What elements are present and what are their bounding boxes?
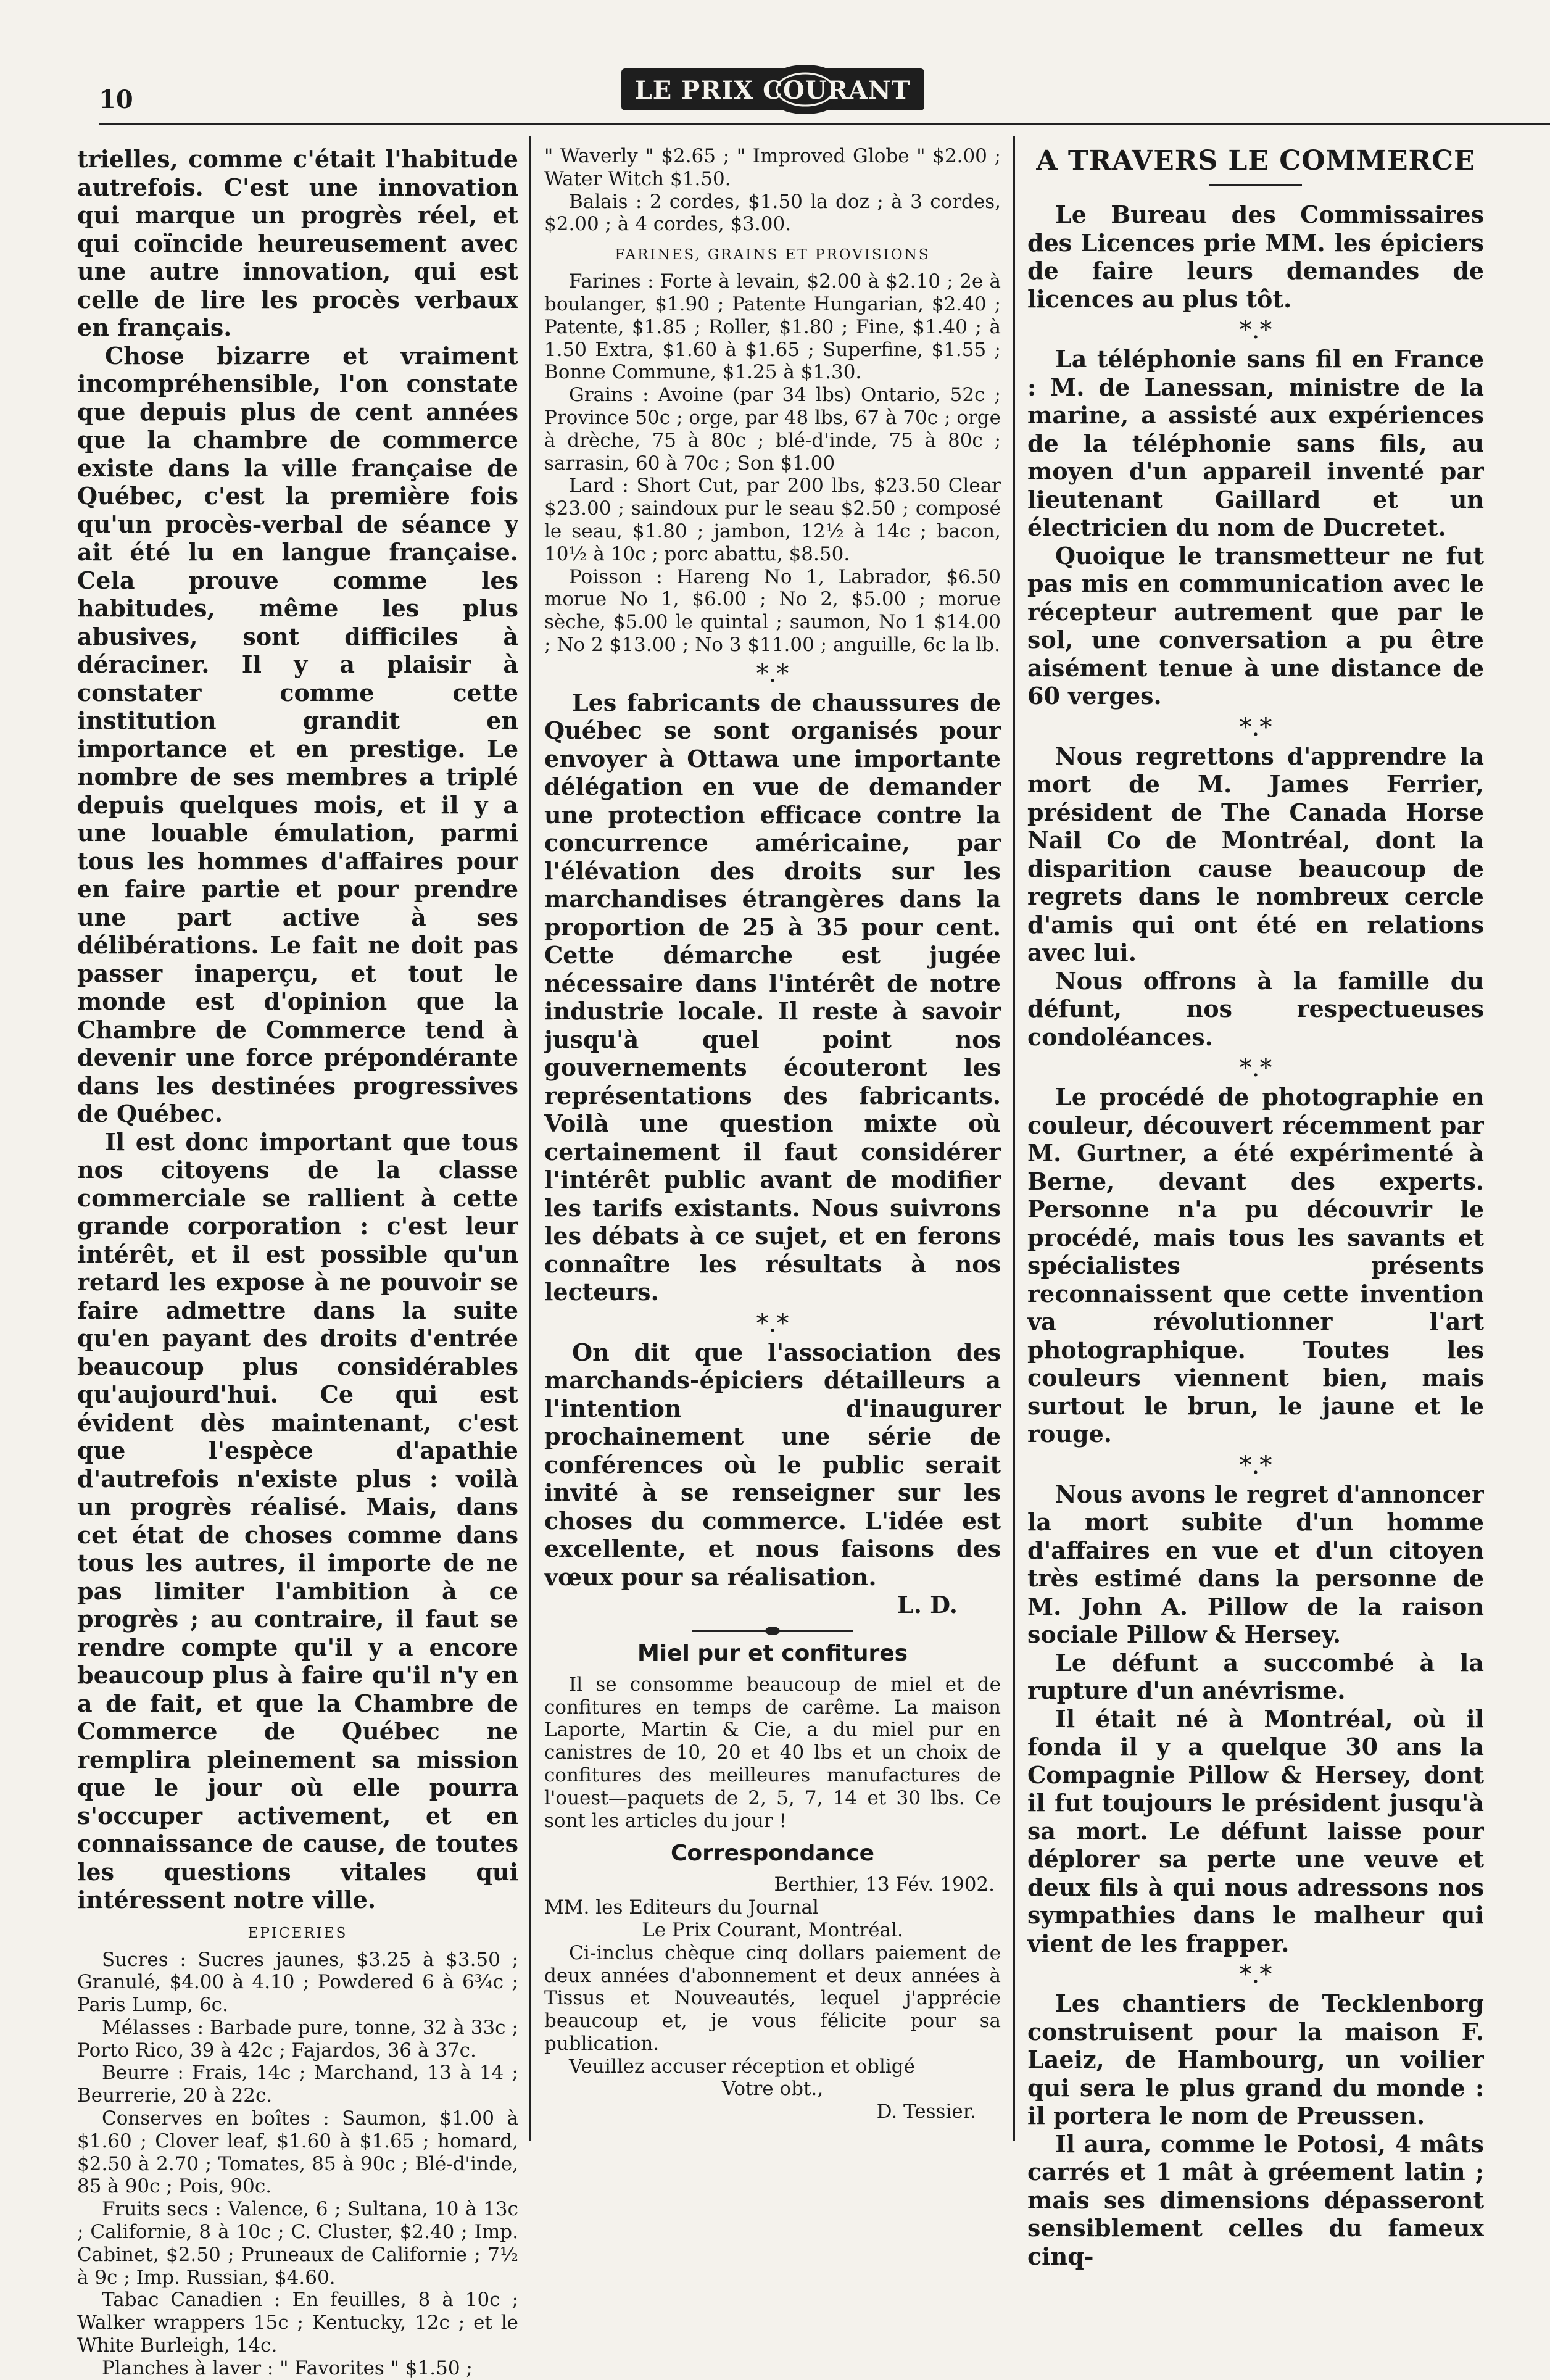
separator-stars: *.* xyxy=(1239,1054,1272,1082)
paragraph: Le défunt a succombé à la rupture d'un anévrisme. xyxy=(1027,1648,1484,1704)
paragraph: Il aura, comme le Potosi, 4 mâts carrés et 1 mât à gréement latin ; mais ses dimensions dépasseront sensiblement celles du fameux cinq- xyxy=(1027,2129,1484,2270)
heading-correspondance: Correspondance xyxy=(670,1841,875,1867)
price-entry: " Waverly " $2.65 ; " Improved Globe " $2.00 ; Water Witch $1.50. xyxy=(544,145,1001,190)
letter-closing: Votre obt., xyxy=(721,2078,824,2100)
price-entry: Fruits secs : Valence, 6 ; Sultana, 10 à 13c ; Californie, 8 à 10c ; C. Cluster, $2.40 ; Imp. Cabinet, $2.50 ; Pruneaux de Californie ; 7½ à 9c ; Imp. Russian, $4.60. xyxy=(77,2198,518,2289)
article-miel xyxy=(544,1673,1001,1833)
paragraph: Quoique le transmetteur ne fut pas mis en communication avec le récepteur autrement que par le sol, une conversation a pu être aisément tenue à une distance de 60 verges. xyxy=(1027,541,1484,710)
paragraph: Il était né à Montréal, où il fonda il y a quelque 30 ans la Compagnie Pillow & Hersey, dont il fut toujours le président jusqu'à sa mort. Le défunt laisse pour déplorer sa perte une veuve et deux fils à qui nous adressons nos sympathies dans le malheur qui vient de les frapper. xyxy=(1027,1704,1484,1957)
paragraph: Nous regrettons d'apprendre la mort de M. James Ferrier, président de The Canada Horse Nail Co de Montréal, dont la disparition cause beaucoup de regrets dans le nombreux cercle d'amis qui ont été en relations avec lui. xyxy=(1027,742,1484,966)
column-divider-2 xyxy=(1013,136,1015,2141)
price-entry: Balais : 2 cordes, $1.50 la doz ; à 3 cordes, $2.00 ; à 4 cordes, $3.00. xyxy=(544,190,1001,236)
price-entry: Beurre : Frais, 14c ; Marchand, 13 à 14 ; Beurrerie, 20 à 22c. xyxy=(77,2062,518,2107)
page-number: 10 xyxy=(99,85,133,114)
section-items xyxy=(1027,201,1484,2270)
paragraph: Le Bureau des Commissaires des Licences prie MM. les épiciers de faire leurs demandes de licences au plus tôt. xyxy=(1027,201,1484,313)
section-heading-epiceries: EPICERIES xyxy=(247,1925,348,1941)
column-divider-1 xyxy=(529,136,531,2141)
article-association xyxy=(544,1338,1001,1619)
header-rule xyxy=(99,123,1550,125)
section-title: A TRAVERS LE COMMERCE xyxy=(1036,145,1475,176)
heading-miel: Miel pur et confitures xyxy=(637,1640,908,1666)
letter-closing: Veuillez accuser réception et obligé xyxy=(569,2055,915,2078)
paragraph: Le procédé de photographie en couleur, découvert récemment par M. Gurtner, a été expérimenté à Berne, devant des experts. Personne n'a pu découvrir le procédé, mais tous les savants et spécialistes présents reconnaissent que cette invention va révolutionner l'art photographique. Toutes les couleurs viennent bien, mais surtout le brun, le jaune et le rouge. xyxy=(1027,1083,1484,1448)
letter-correspondance xyxy=(544,1873,1001,2123)
price-entry: Lard : Short Cut, par 200 lbs, $23.50 Clear $23.00 ; saindoux pur le seau $2.50 ; composé le seau, $1.80 ; jambon, 12½ à 14c ; bacon, 10½ à 10c ; porc abattu, $8.50. xyxy=(544,475,1001,565)
separator-stars: *.* xyxy=(1239,713,1272,742)
title-rule xyxy=(1209,184,1302,186)
letter-body: Ci-inclus chèque cinq dollars paiement de deux années d'abonnement et deux années à Tissus et Nouveautés, lequel j'apprécie beaucoup et, je vous félicite pour sa publication. xyxy=(544,1941,1001,2055)
paragraph: On dit que l'association des marchands-épiciers détailleurs a l'intention d'inaugurer prochainement une série de conférences où le public serait invité à se renseigner sur les choses du commerce. L'idée est excellente, et nous faisons des vœux pour sa réalisation. xyxy=(544,1338,1001,1591)
price-list-epiceries xyxy=(77,1949,518,2380)
masthead-logo xyxy=(620,65,926,114)
paragraph: trielles, comme c'était l'habitude autrefois. C'est une innovation qui marque un progrès réel, et qui coïncide heureusement avec une autre innovation, qui est celle de lire les procès verbaux en français. xyxy=(77,145,518,341)
price-list-continued xyxy=(544,145,1001,236)
column-middle xyxy=(544,145,1001,2123)
article-chaussures xyxy=(544,689,1001,1306)
column-left xyxy=(77,145,518,2380)
separator-stars: *.* xyxy=(1239,316,1272,344)
column-right xyxy=(1027,145,1484,2270)
separator-stars: *.* xyxy=(1239,1451,1272,1480)
paragraph: Il est donc important que tous nos citoyens de la classe commerciale se rallient à cette grande corporation : c'est leur intérêt, et il est possible qu'un retard les expose à ne pouvoir se faire admettre dans la suite qu'en payant des droits d'entrée beaucoup plus considérables qu'aujourd'hui. Ce qui est évident dès maintenant, c'est que l'espèce d'apathie d'autrefois n'existe plus : voilà un progrès réalisé. Mais, dans cet état de choses comme dans tous les autres, il importe de ne pas limiter l'ambition à ce progrès ; au contraire, il faut se rendre compte qu'il y a encore beaucoup plus à faire qu'il n'y en a de fait, et que la Chambre de Commerce de Québec ne remplira pleinement sa mission que le jour où elle pourra s'occuper activement, et en connaissance de cause, de toutes les questions vitales qui intéressent notre ville. xyxy=(77,1127,518,1914)
letter-address: Le Prix Courant, Montréal. xyxy=(642,1918,903,1941)
price-entry: Grains : Avoine (par 34 lbs) Ontario, 52c ; Province 50c ; orge, par 48 lbs, 67 à 70c ; orge à drèche, 75 à 80c ; blé-d'inde, 75 à 80c ; sarrasin, 60 à 70c ; Son $1.00 xyxy=(544,384,1001,475)
section-heading-farines: FARINES, GRAINS ET PROVISIONS xyxy=(615,247,930,263)
paragraph: La téléphonie sans fil en France : M. de Lanessan, ministre de la marine, a assisté aux expériences de la téléphonie sans fils, au moyen d'un appareil inventé par lieutenant Gaillard et un électricien du nom de Ducretet. xyxy=(1027,345,1484,541)
paragraph: Nous avons le regret d'annoncer la mort subite d'un homme d'affaires en vue et d'un citoyen très estimé dans la personne de M. John A. Pillow de la raison sociale Pillow & Hersey. xyxy=(1027,1480,1484,1648)
separator-stars: *.* xyxy=(756,1309,789,1338)
article-divider xyxy=(692,1630,853,1632)
svg-text:LE PRIX COURANT: LE PRIX COURANT xyxy=(634,76,911,105)
paragraph: Nous offrons à la famille du défunt, nos respectueuses condoléances. xyxy=(1027,966,1484,1051)
paragraph: Les chantiers de Tecklenborg construisent pour la maison F. Laeiz, de Hambourg, un voilier qui sera le plus grand du monde : il portera le nom de Preussen. xyxy=(1027,1989,1484,2129)
price-entry: Mélasses : Barbade pure, tonne, 32 à 33c ; Porto Rico, 39 à 42c ; Fajardos, 36 à 37c. xyxy=(77,2016,518,2062)
signature: L. D. xyxy=(897,1591,958,1619)
price-list-farines xyxy=(544,270,1001,657)
article-chambre-commerce xyxy=(77,145,518,1914)
separator-stars: *.* xyxy=(1239,1960,1272,1989)
letter-address: MM. les Editeurs du Journal xyxy=(544,1896,819,1919)
paragraph: Chose bizarre et vraiment incompréhensible, l'on constate que depuis plus de cent années que la chambre de commerce existe dans la ville française de Québec, c'est la première fois qu'un procès-verbal de séance y ait été lu en langue française. Cela prouve comme les habitudes, même les plus abusives, sont difficiles à déraciner. Il y a plaisir à constater comme cette institution grandit en importance et en prestige. Le nombre de ses membres a triplé depuis quelques mois, et il y a une louable émulation, parmi tous les hommes d'affaires pour en faire partie et pour prendre une part active à ses délibérations. Le fait ne doit pas passer inaperçu, et tout le monde est d'opinion que la Chambre de Commerce tend à devenir une force prépondérante dans les destinées progressives de Québec. xyxy=(77,341,518,1127)
price-entry: Farines : Forte à levain, $2.00 à $2.10 ; 2e à boulanger, $1.90 ; Patente Hungarian, $2.40 ; Patente, $1.85 ; Roller, $1.80 ; Fine, $1.40 ; à 1.50 Extra, $1.60 à $1.65 ; Superfine, $1.55 ; Bonne Commune, $1.25 à $1.30. xyxy=(544,270,1001,384)
letter-signature: D. Tessier. xyxy=(876,2100,976,2123)
price-entry: Tabac Canadien : En feuilles, 8 à 10c ; Walker wrappers 15c ; Kentucky, 12c ; et le White Burleigh, 14c. xyxy=(77,2289,518,2357)
paragraph: Il se consomme beaucoup de miel et de confitures en temps de carême. La maison Laporte, Martin & Cie, a du miel pur en canistres de 10, 20 et 40 lbs et un choix de confitures des meilleures manufactures de l'ouest—paquets de 2, 5, 7, 14 et 30 lbs. Ce sont les articles du jour ! xyxy=(544,1673,1001,1832)
paragraph: Les fabricants de chaussures de Québec se sont organisés pour envoyer à Ottawa une importante délégation en vue de demander une protection efficace contre la concurrence américaine, par l'élévation des droits sur les marchandises étrangères dans la proportion de 25 à 35 pour cent. Cette démarche est jugée nécessaire dans l'intérêt de notre industrie locale. Il reste à savoir jusqu'à quel point nos gouvernements écouteront les représentations des fabricants. Voilà une question mixte où certainement il faut considérer l'intérêt public avant de modifier les tarifs existants. Nous suivrons les débats à ce sujet, et en ferons connaître les résultats à nos lecteurs. xyxy=(544,688,1001,1306)
price-entry: Sucres : Sucres jaunes, $3.25 à $3.50 ; Granulé, $4.00 à 4.10 ; Powdered 6 à 6¾c ; Paris Lump, 6c. xyxy=(77,1948,518,2017)
separator-stars: *.* xyxy=(756,659,789,688)
letter-date: Berthier, 13 Fév. 1902. xyxy=(774,1873,995,1896)
price-entry: Poisson : Hareng No 1, Labrador, $6.50 morue No 1, $6.00 ; No 2, $5.00 ; morue sèche, $5.00 le quintal ; saumon, No 1 $14.00 ; No 2 $13.00 ; No 3 $11.00 ; anguille, 6c la lb. xyxy=(544,565,1001,656)
price-entry: Planches à laver : " Favorites " $1.50 ; xyxy=(102,2357,473,2379)
price-entry: Conserves en boîtes : Saumon, $1.00 à $1.60 ; Clover leaf, $1.60 à $1.65 ; homard, $2.50 à 2.70 ; Tomates, 85 à 90c ; Blé-d'inde, 85 à 90c ; Pois, 90c. xyxy=(77,2107,518,2198)
